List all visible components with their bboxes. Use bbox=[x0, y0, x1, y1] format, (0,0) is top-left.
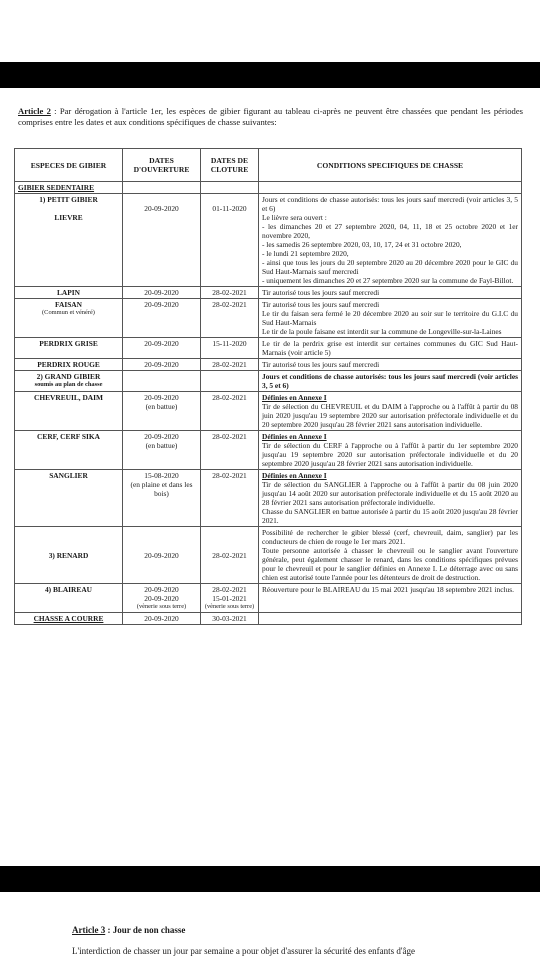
open-note: (vènerie sous terre) bbox=[136, 603, 187, 610]
table-row bbox=[15, 182, 522, 194]
species-cell: PERDRIX ROUGE bbox=[15, 359, 123, 371]
conditions-heading: Définies en Annexe I bbox=[262, 471, 327, 480]
table-row bbox=[15, 470, 522, 527]
close-cell bbox=[201, 584, 259, 613]
conditions-cell: Possibilité de rechercher le gibier blessé (cerf, chevreuil, daim, sanglier) par les conducteurs de chien de rouge le 1er mars 2021. Toute personne autorisée à chasser le chevreuil ou le sanglier avant l'ouverture générale, peut également chasser le renard, dans les conditions spécifiques prévues pour le chevreuil et pour le sanglier définies en Annexe I. Le déterrage avec ou sans chien est autorisé toute l'année pour les détenteurs de droit de destruction. bbox=[259, 527, 522, 584]
close-cell: 30-03-2021 bbox=[201, 613, 259, 625]
header-open: DATES D'OUVERTURE bbox=[123, 149, 201, 182]
species-cell: 3) RENARD bbox=[15, 527, 123, 584]
conditions-cell bbox=[259, 613, 522, 625]
article-2-intro bbox=[18, 106, 523, 128]
open-cell: 20-09-2020 bbox=[123, 527, 201, 584]
close-cell: 28-02-2021 bbox=[201, 287, 259, 299]
species-cell bbox=[15, 299, 123, 338]
article-2-label: Article 2 bbox=[18, 106, 51, 116]
open-date: 20-09-2020 bbox=[144, 393, 179, 402]
open-cell bbox=[123, 431, 201, 470]
table-row bbox=[15, 527, 522, 584]
article-3-title: : Jour de non chasse bbox=[105, 925, 186, 935]
species-cell: CHASSE A COURRE bbox=[15, 613, 123, 625]
conditions-text: Tir de sélection du CHEVREUIL et du DAIM à l'approche ou à l'affût à partir du 08 juin 2020 jusqu'au 19 septembre 2020 sur autorisation préfectorale individuelle et du 20 septembre 2020 jusqu'au 28 février 2021 sans autorisation individuelle. bbox=[262, 402, 518, 429]
table-row bbox=[15, 431, 522, 470]
species-cell: SANGLIER bbox=[15, 470, 123, 527]
open-cell bbox=[123, 371, 201, 392]
table-row bbox=[15, 584, 522, 613]
close-cell bbox=[201, 182, 259, 194]
open-note: (en battue) bbox=[145, 441, 178, 450]
conditions-cell: Tir autorisé tous les jours sauf mercredi bbox=[259, 287, 522, 299]
table-row bbox=[15, 359, 522, 371]
open-date: 15-08-2020 bbox=[144, 471, 179, 480]
open-cell: 20-09-2020 bbox=[123, 338, 201, 359]
conditions-cell bbox=[259, 431, 522, 470]
top-black-bar bbox=[0, 62, 540, 88]
conditions-cell: Jours et conditions de chasse autorisés: tous les jours sauf mercredi (voir articles 3, 5 et 6) Le lièvre sera ouvert : - les dimanches 20 et 27 septembre 2020, 04, 11, 18 et 25 octobre 2020 et 1er novembre 2020, - les samedis 26 septembre 2020, 03, 10, 17, 24 et 31 octobre 2020, - le lundi 21 septembre 2020, - ainsi que tous les jours du 20 septembre 2020 au 20 décembre 2020 pour le GIC du Sud Haut-Marnais sauf mercredi - uniquement les dimanches 20 et 27 septembre 2020 sur la commune de Fayl-Billot. bbox=[259, 194, 522, 287]
article-2-text: : Par dérogation à l'article 1er, les espèces de gibier figurant au tableau ci-après ne peuvent être chassées que pendant les périodes comprises entre les dates et aux conditions spécifiques de chasse suivantes: bbox=[18, 106, 523, 127]
open-cell: 20-09-2020 bbox=[123, 287, 201, 299]
header-species: ESPECES DE GIBIER bbox=[15, 149, 123, 182]
open-cell: 20-09-2020 bbox=[123, 613, 201, 625]
species-sub: (Commun et vénéré) bbox=[42, 309, 95, 316]
table-row bbox=[15, 613, 522, 625]
close-cell: 15-11-2020 bbox=[201, 338, 259, 359]
species-cell: PERDRIX GRISE bbox=[15, 338, 123, 359]
close-cell: 28-02-2021 bbox=[201, 359, 259, 371]
conditions-text: Tir de sélection du SANGLIER à l'approche ou à l'affût à partir du 08 juin 2020 jusqu'au 14 août 2020 sur autorisation préfectorale individuelle et du 15 août 2020 au 28 février 2021 sans autorisation préfectorale individuelle. Chasse du SANGLIER en battue autorisée à partir du 15 août 2020 jusqu'au 28 février 2021. bbox=[262, 480, 518, 525]
close-cell: 28-02-2021 bbox=[201, 392, 259, 431]
species-cell: 4) BLAIREAU bbox=[15, 584, 123, 613]
species-name: FAISAN bbox=[55, 300, 82, 309]
open-note: (en battue) bbox=[145, 402, 178, 411]
table-row bbox=[15, 371, 522, 392]
close-note: (vènerie sous terre) bbox=[204, 603, 255, 610]
close-cell: 28-02-2021 bbox=[201, 527, 259, 584]
open-cell: 20-09-2020 bbox=[123, 194, 201, 287]
close-cell: 28-02-2021 bbox=[201, 299, 259, 338]
conditions-cell bbox=[259, 182, 522, 194]
species-name: 2) GRAND GIBIER bbox=[36, 372, 101, 381]
conditions-cell: Jours et conditions de chasse autorisés: tous les jours sauf mercredi (voir articles 3, 5 et 6) bbox=[259, 371, 522, 392]
species-sub: soumis au plan de chasse bbox=[34, 381, 103, 388]
conditions-cell bbox=[259, 392, 522, 431]
close-cell: 28-02-2021 bbox=[201, 431, 259, 470]
open-cell bbox=[123, 392, 201, 431]
article-3-text: L'interdiction de chasser un jour par semaine a pour objet d'assurer la sécurité des enfants d'âge bbox=[72, 946, 415, 956]
conditions-cell: Le tir de la perdrix grise est interdit sur certaines communes du GIC Sud Haut-Marnais (voir article 5) bbox=[259, 338, 522, 359]
table-row bbox=[15, 338, 522, 359]
article-3-heading bbox=[72, 925, 185, 935]
bottom-black-bar bbox=[0, 866, 540, 892]
header-conditions: CONDITIONS SPECIFIQUES DE CHASSE bbox=[259, 149, 522, 182]
table-row bbox=[15, 194, 522, 287]
conditions-cell: Tir autorisé tous les jours sauf mercredi bbox=[259, 359, 522, 371]
open-cell: 20-09-2020 bbox=[123, 359, 201, 371]
open-date: 20-09-2020 bbox=[144, 585, 179, 594]
table-header-row bbox=[15, 149, 522, 182]
open-note: (en plaine et dans les bois) bbox=[130, 480, 193, 498]
open-cell: 20-09-2020 bbox=[123, 299, 201, 338]
open-date-2: 20-09-2020 bbox=[144, 594, 179, 603]
article-3-label: Article 3 bbox=[72, 925, 106, 935]
table-row bbox=[15, 287, 522, 299]
conditions-cell bbox=[259, 470, 522, 527]
open-cell bbox=[123, 584, 201, 613]
table-row bbox=[15, 299, 522, 338]
conditions-cell: Tir autorisé tous les jours sauf mercredi Le tir du faisan sera fermé le 20 décembre 2020 au soir sur le territoire du G.I.C du Sud Haut-Marnais Le tir de la poule faisane est interdit sur la commune de Longeville-sur-la-Laines bbox=[259, 299, 522, 338]
conditions-cell: Réouverture pour le BLAIREAU du 15 mai 2021 jusqu'au 18 septembre 2021 inclus. bbox=[259, 584, 522, 613]
open-cell bbox=[123, 470, 201, 527]
species-cell: CERF, CERF SIKA bbox=[15, 431, 123, 470]
species-cell bbox=[15, 371, 123, 392]
species-cell: CHEVREUIL, DAIM bbox=[15, 392, 123, 431]
conditions-text: Tir de sélection du CERF à l'approche ou à l'affût à partir du 1er septembre 2020 jusqu'au 19 septembre 2020 sur autorisation préfectorale individuelle et du 20 septembre 2020 jusqu'au 28 février 2021 sans autorisation individuelle. bbox=[262, 441, 518, 468]
species-cell: LAPIN bbox=[15, 287, 123, 299]
open-cell bbox=[123, 182, 201, 194]
open-date: 20-09-2020 bbox=[144, 432, 179, 441]
close-cell: 01-11-2020 bbox=[201, 194, 259, 287]
conditions-heading: Définies en Annexe I bbox=[262, 432, 327, 441]
close-date: 28-02-2021 bbox=[212, 585, 247, 594]
close-date-2: 15-01-2021 bbox=[212, 594, 247, 603]
species-cell: 1) PETIT GIBIER LIEVRE bbox=[15, 194, 123, 287]
conditions-heading: Définies en Annexe I bbox=[262, 393, 327, 402]
close-cell: 28-02-2021 bbox=[201, 470, 259, 527]
table-row bbox=[15, 392, 522, 431]
header-close: DATES DE CLOTURE bbox=[201, 149, 259, 182]
close-cell bbox=[201, 371, 259, 392]
species-cell: GIBIER SEDENTAIRE bbox=[15, 182, 123, 194]
hunting-dates-table bbox=[14, 148, 522, 625]
